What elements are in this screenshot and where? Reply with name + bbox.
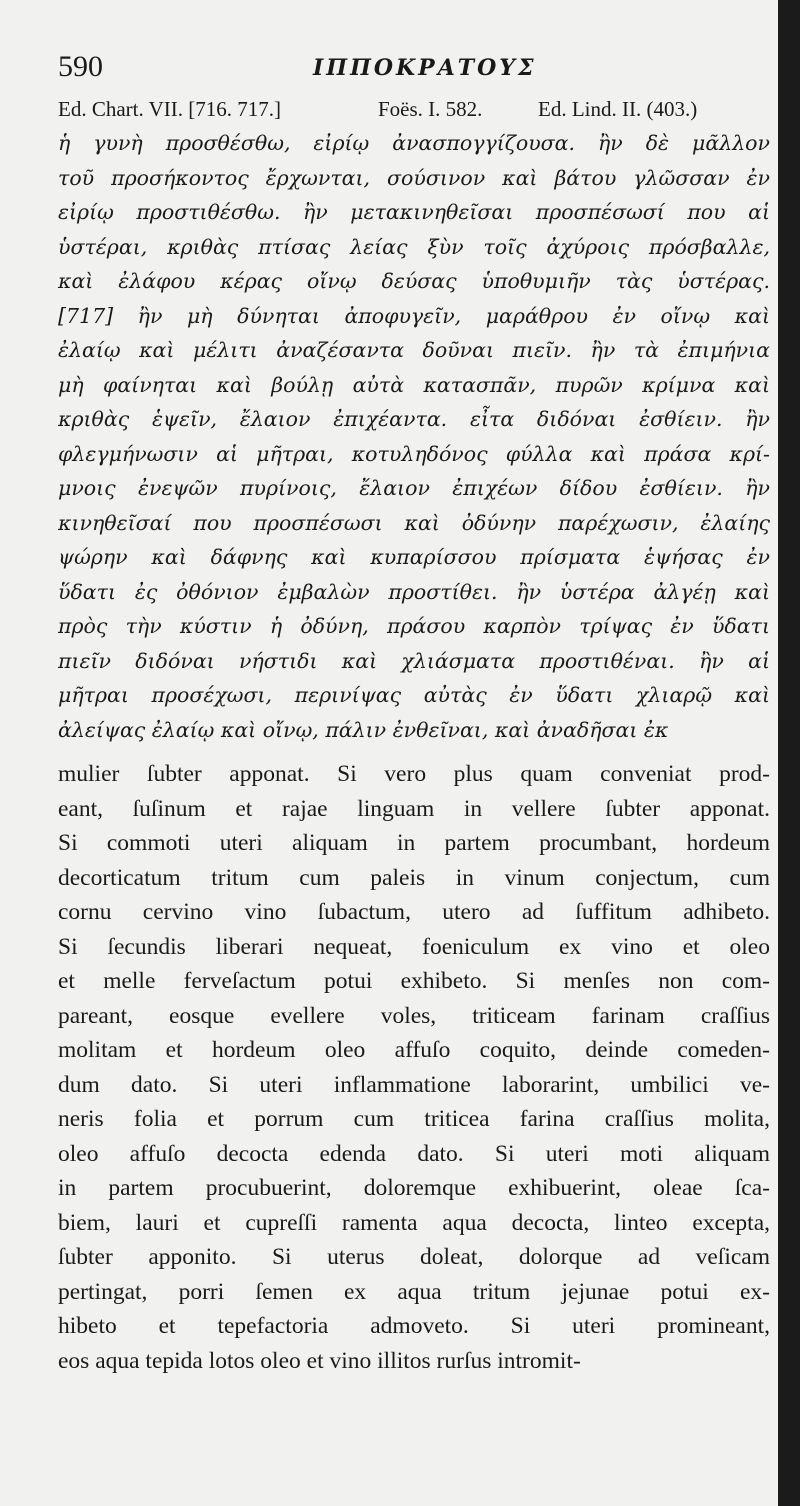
latin-text-line: Si ſecundis liberari nequeat, foeniculum ex vino et oleo	[58, 933, 770, 960]
page-header	[58, 50, 758, 90]
greek-text-block	[58, 126, 770, 747]
greek-text-line: πρὸς τὴν κύστιν ἡ ὀδύνη, πράσου καρπὸν τρίψας ἐν ὕδατι	[58, 614, 770, 638]
latin-text-line: ſubter apponito. Si uterus doleat, dolorque ad veſicam	[58, 1244, 770, 1270]
latin-text-line: biem, lauri et cupreſſi ramenta aqua decocta, linteo excepta,	[58, 1209, 770, 1236]
greek-text-line: τοῦ προσήκοντος ἔρχωνται, σούσινον καὶ βάτου γλῶσσαν ἐν	[58, 165, 770, 190]
latin-text-line: mulier ſubter apponat. Si vero plus quam conveniat prod-	[58, 761, 770, 787]
edition-foes-ref: Foës. I. 582.	[378, 97, 483, 121]
greek-text-line: μὴ φαίνηται καὶ βούλῃ αὐτὰ κατασπᾶν, πυρῶν κρίμνα καὶ	[58, 372, 770, 397]
latin-text-block	[58, 757, 770, 1378]
greek-text-line: ὕδατι ἐς ὀθόνιον ἐμβαλὼν προστίθει. ἢν ὑστέρα ἀλγέῃ καὶ	[58, 579, 770, 604]
latin-text-line: eos aqua tepida lotos oleo et vino illitos rurſus intromit-	[58, 1347, 581, 1374]
greek-text-line: κινηθεῖσαί που προσπέσωσι καὶ ὀδύνην παρέχωσιν, ἐλαίης	[58, 510, 770, 535]
greek-text-line: καὶ ἐλάφου κέρας οἴνῳ δεύσας ὑποθυμιῆν τὰς ὑστέρας.	[58, 269, 770, 293]
page-number: 590	[58, 50, 103, 83]
latin-text-line: hibeto et tepefactoria admoveto. Si uteri promineant,	[58, 1313, 770, 1339]
latin-text-line: pareant, eosque evellere voles, triticeam farinam craſſius	[58, 1002, 770, 1029]
greek-text-line: μῆτραι προσέχωσι, περινίψας αὐτὰς ἐν ὕδατι χλιαρῷ καὶ	[58, 683, 770, 707]
edition-lind-ref: Ed. Lind. II. (403.)	[538, 97, 698, 121]
latin-text-line: Si commoti uteri aliquam in partem procumbant, hordeum	[58, 830, 770, 856]
greek-text-line: πιεῖν διδόναι νήστιδι καὶ χλιάσματα προστιθέναι. ἢν αἱ	[58, 648, 770, 673]
greek-text-line: κριθὰς ἑψεῖν, ἔλαιον ἐπιχέαντα. εἶτα διδόναι ἐσθίειν. ἢν	[58, 407, 770, 431]
greek-text-line: [717] ἢν μὴ δύνηται ἀποφυγεῖν, μαράθρου ἐν οἴνῳ καὶ	[58, 303, 770, 328]
greek-text-line: ὑστέραι, κριθὰς πτίσας λείας ξὺν τοῖς ἀχύροις πρόσβαλλε,	[58, 234, 770, 259]
greek-text-line: ἀλείψας ἐλαίῳ καὶ οἴνῳ, πάλιν ἐνθεῖναι, καὶ ἀναδῆσαι ἐκ	[58, 717, 669, 742]
edition-chart-ref: Ed. Chart. VII. [716. 717.]	[58, 97, 281, 121]
latin-text-line: in partem procubuerint, doloremque exhibuerint, oleae ſca-	[58, 1175, 770, 1201]
edition-references	[58, 97, 770, 127]
latin-text-line: pertingat, porri ſemen ex aqua tritum jejunae potui ex-	[58, 1278, 770, 1305]
greek-text-line: ἡ γυνὴ προσθέσθω, εἰρίῳ ἀνασπογγίζουσα. ἢν δὲ μᾶλλον	[58, 131, 770, 155]
running-title: ΙΠΠΟΚΡΑΤΟΥΣ	[313, 55, 537, 81]
latin-text-line: molitam et hordeum oleo affuſo coquito, deinde comeden-	[58, 1037, 770, 1063]
latin-text-line: eant, ſuſinum et rajae linguam in vellere ſubter apponat.	[58, 795, 770, 822]
greek-text-line: ἐλαίῳ καὶ μέλιτι ἀναζέσαντα δοῦναι πιεῖν. ἢν τὰ ἐπιμήνια	[58, 338, 770, 362]
greek-text-line: ψώρην καὶ δάφνης καὶ κυπαρίσσου πρίσματα ἑψήσας ἐν	[58, 545, 770, 569]
latin-text-line: neris folia et porrum cum triticea farina craſſius molita,	[58, 1106, 770, 1132]
latin-text-line: oleo affuſo decocta edenda dato. Si uteri moti aliquam	[58, 1140, 770, 1167]
latin-text-line: et melle ferveſactum potui exhibeto. Si menſes non com-	[58, 968, 770, 994]
greek-text-line: φλεγμήνωσιν αἱ μῆτραι, κοτυληδόνος φύλλα καὶ πράσα κρί-	[58, 441, 770, 466]
greek-text-line: μνοις ἐνεψῶν πυρίνοις, ἔλαιον ἐπιχέων δίδου ἐσθίειν. ἢν	[58, 476, 770, 500]
latin-text-line: dum dato. Si uteri inflammatione laborarint, umbilici ve-	[58, 1071, 770, 1098]
latin-text-line: decorticatum tritum cum paleis in vinum conjectum, cum	[58, 864, 770, 891]
latin-text-line: cornu cervino vino ſubactum, utero ad ſuffitum adhibeto.	[58, 899, 770, 925]
greek-text-line: εἰρίῳ προστιθέσθω. ἢν μετακινηθεῖσαι προσπέσωσί που αἱ	[58, 200, 770, 224]
